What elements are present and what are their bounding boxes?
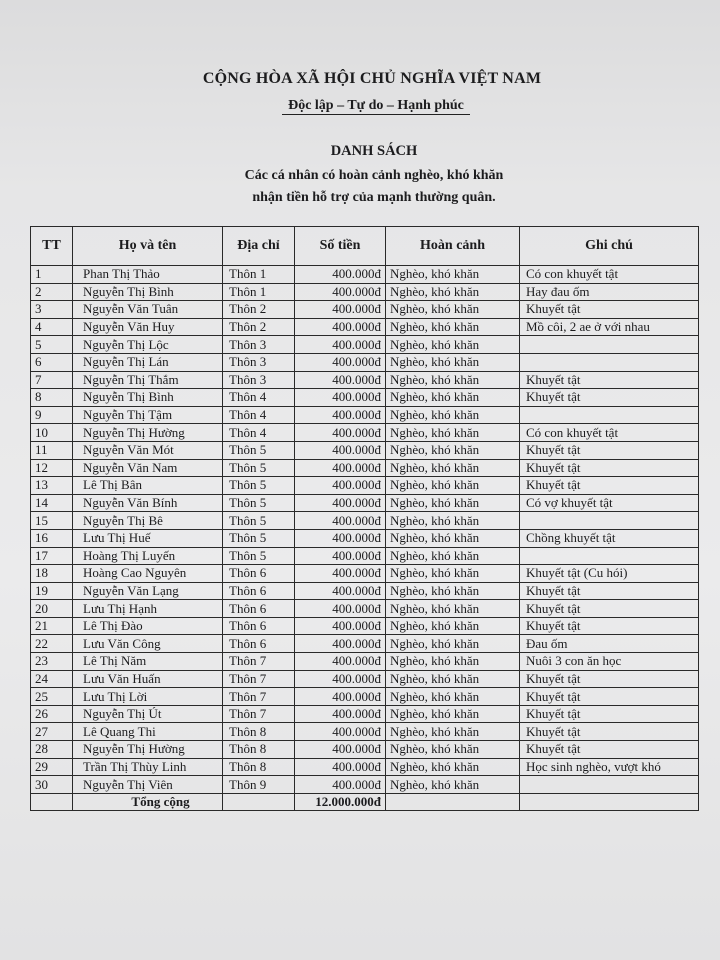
row-address: Thôn 3 [223, 371, 295, 389]
table-row [31, 758, 699, 776]
row-name: Lưu Văn Công [73, 635, 223, 653]
row-address: Thôn 6 [223, 617, 295, 635]
row-address: Thôn 2 [223, 318, 295, 336]
row-note: Khuyết tật [520, 301, 699, 319]
row-condition: Nghèo, khó khăn [386, 389, 520, 407]
row-name: Nguyễn Thị Út [73, 705, 223, 723]
row-condition: Nghèo, khó khăn [386, 441, 520, 459]
row-amount: 400.000đ [295, 318, 386, 336]
row-number: 23 [31, 653, 73, 671]
total-empty-cell [386, 793, 520, 810]
document-title: DANH SÁCH [330, 143, 418, 159]
row-number: 29 [31, 758, 73, 776]
row-note: Mồ côi, 2 ae ở với nhau [520, 318, 699, 336]
table-row [31, 477, 699, 495]
row-name: Nguyễn Thị Lộc [73, 336, 223, 354]
row-note: Khuyết tật [520, 371, 699, 389]
column-header-amount: Số tiền [295, 227, 386, 266]
row-number: 24 [31, 670, 73, 688]
row-name: Nguyễn Thị Tậm [73, 406, 223, 424]
table-row [31, 266, 699, 284]
row-amount: 400.000đ [295, 565, 386, 583]
table-row [31, 582, 699, 600]
column-header-condition: Hoàn cảnh [386, 227, 520, 266]
column-header-tt: TT [31, 227, 73, 266]
row-address: Thôn 8 [223, 723, 295, 741]
row-address: Thôn 8 [223, 741, 295, 759]
row-name: Nguyễn Văn Bính [73, 494, 223, 512]
table-row [31, 459, 699, 477]
table-row [31, 565, 699, 583]
row-number: 16 [31, 529, 73, 547]
row-address: Thôn 7 [223, 653, 295, 671]
row-note [520, 406, 699, 424]
row-amount: 400.000đ [295, 741, 386, 759]
row-amount: 400.000đ [295, 776, 386, 794]
row-amount: 400.000đ [295, 600, 386, 618]
row-name: Nguyễn Thị Thắm [73, 371, 223, 389]
row-amount: 400.000đ [295, 424, 386, 442]
row-name: Hoàng Thị Luyến [73, 547, 223, 565]
row-condition: Nghèo, khó khăn [386, 547, 520, 565]
row-address: Thôn 4 [223, 389, 295, 407]
row-address: Thôn 3 [223, 336, 295, 354]
table-row [31, 389, 699, 407]
row-address: Thôn 6 [223, 582, 295, 600]
row-address: Thôn 4 [223, 424, 295, 442]
row-number: 8 [31, 389, 73, 407]
table-row [31, 283, 699, 301]
row-number: 10 [31, 424, 73, 442]
table-row [31, 635, 699, 653]
row-note: Khuyết tật [520, 441, 699, 459]
row-name: Nguyễn Thị Bình [73, 389, 223, 407]
table-row [31, 336, 699, 354]
row-address: Thôn 5 [223, 494, 295, 512]
row-name: Nguyễn Thị Lán [73, 353, 223, 371]
row-amount: 400.000đ [295, 582, 386, 600]
row-condition: Nghèo, khó khăn [386, 477, 520, 495]
row-amount: 400.000đ [295, 494, 386, 512]
row-amount: 400.000đ [295, 512, 386, 530]
row-condition: Nghèo, khó khăn [386, 670, 520, 688]
row-address: Thôn 5 [223, 441, 295, 459]
row-name: Nguyễn Văn Mót [73, 441, 223, 459]
table-row [31, 723, 699, 741]
row-number: 26 [31, 705, 73, 723]
row-amount: 400.000đ [295, 617, 386, 635]
row-amount: 400.000đ [295, 723, 386, 741]
table-row [31, 670, 699, 688]
table-row [31, 705, 699, 723]
row-name: Nguyễn Văn Lạng [73, 582, 223, 600]
row-number: 2 [31, 283, 73, 301]
row-condition: Nghèo, khó khăn [386, 758, 520, 776]
row-name: Lê Quang Thi [73, 723, 223, 741]
table-row [31, 301, 699, 319]
row-amount: 400.000đ [295, 670, 386, 688]
row-number: 19 [31, 582, 73, 600]
table-row [31, 512, 699, 530]
row-note: Khuyết tật [520, 723, 699, 741]
row-note: Khuyết tật [520, 705, 699, 723]
row-number: 6 [31, 353, 73, 371]
row-condition: Nghèo, khó khăn [386, 723, 520, 741]
row-number: 9 [31, 406, 73, 424]
row-name: Lưu Văn Huấn [73, 670, 223, 688]
table-row [31, 371, 699, 389]
row-note: Khuyết tật [520, 670, 699, 688]
row-name: Trần Thị Thùy Linh [73, 758, 223, 776]
table-row [31, 547, 699, 565]
beneficiary-table [30, 226, 699, 811]
row-amount: 400.000đ [295, 459, 386, 477]
row-condition: Nghèo, khó khăn [386, 353, 520, 371]
row-condition: Nghèo, khó khăn [386, 494, 520, 512]
total-row [31, 793, 699, 810]
row-condition: Nghèo, khó khăn [386, 653, 520, 671]
row-name: Lưu Thị Hạnh [73, 600, 223, 618]
table-row [31, 406, 699, 424]
row-amount: 400.000đ [295, 283, 386, 301]
row-address: Thôn 5 [223, 477, 295, 495]
row-amount: 400.000đ [295, 529, 386, 547]
row-condition: Nghèo, khó khăn [386, 565, 520, 583]
row-number: 28 [31, 741, 73, 759]
row-number: 13 [31, 477, 73, 495]
row-condition: Nghèo, khó khăn [386, 529, 520, 547]
row-note: Chồng khuyết tật [520, 529, 699, 547]
row-amount: 400.000đ [295, 371, 386, 389]
row-condition: Nghèo, khó khăn [386, 600, 520, 618]
row-note [520, 547, 699, 565]
row-address: Thôn 7 [223, 670, 295, 688]
row-amount: 400.000đ [295, 635, 386, 653]
table-row [31, 617, 699, 635]
row-address: Thôn 6 [223, 635, 295, 653]
table-row [31, 441, 699, 459]
row-address: Thôn 5 [223, 512, 295, 530]
row-address: Thôn 3 [223, 353, 295, 371]
row-amount: 400.000đ [295, 547, 386, 565]
row-note: Có vợ khuyết tật [520, 494, 699, 512]
table-row [31, 318, 699, 336]
row-name: Lê Thị Bân [73, 477, 223, 495]
row-number: 25 [31, 688, 73, 706]
row-amount: 400.000đ [295, 353, 386, 371]
row-condition: Nghèo, khó khăn [386, 688, 520, 706]
row-amount: 400.000đ [295, 336, 386, 354]
row-condition: Nghèo, khó khăn [386, 776, 520, 794]
total-empty-cell [31, 793, 73, 810]
row-number: 7 [31, 371, 73, 389]
row-name: Phan Thị Thảo [73, 266, 223, 284]
motto-text: Độc lập – Tự do – Hạnh phúc [282, 98, 470, 115]
row-note: Có con khuyết tật [520, 266, 699, 284]
row-number: 3 [31, 301, 73, 319]
table-row [31, 741, 699, 759]
row-name: Lưu Thị Huế [73, 529, 223, 547]
row-note: Khuyết tật [520, 459, 699, 477]
row-name: Nguyễn Văn Tuân [73, 301, 223, 319]
row-condition: Nghèo, khó khăn [386, 371, 520, 389]
subtitle-line-1: Các cá nhân có hoàn cảnh nghèo, khó khăn [244, 168, 504, 183]
row-amount: 400.000đ [295, 758, 386, 776]
row-number: 5 [31, 336, 73, 354]
row-note [520, 776, 699, 794]
row-number: 27 [31, 723, 73, 741]
total-label: Tổng cộng [73, 793, 223, 810]
motto [16, 98, 720, 114]
row-amount: 400.000đ [295, 301, 386, 319]
row-condition: Nghèo, khó khăn [386, 301, 520, 319]
row-address: Thôn 7 [223, 688, 295, 706]
row-note: Khuyết tật [520, 600, 699, 618]
republic-heading: CỘNG HÒA XÃ HỘI CHỦ NGHĨA VIỆT NAM [202, 70, 542, 87]
row-condition: Nghèo, khó khăn [386, 266, 520, 284]
row-name: Nguyễn Thị Viên [73, 776, 223, 794]
row-note [520, 512, 699, 530]
column-header-address: Địa chỉ [223, 227, 295, 266]
table-row [31, 653, 699, 671]
row-condition: Nghèo, khó khăn [386, 283, 520, 301]
row-number: 21 [31, 617, 73, 635]
row-amount: 400.000đ [295, 653, 386, 671]
row-condition: Nghèo, khó khăn [386, 336, 520, 354]
row-note: Khuyết tật [520, 582, 699, 600]
row-number: 17 [31, 547, 73, 565]
row-amount: 400.000đ [295, 477, 386, 495]
row-number: 4 [31, 318, 73, 336]
table-row [31, 529, 699, 547]
row-address: Thôn 8 [223, 758, 295, 776]
row-address: Thôn 1 [223, 283, 295, 301]
row-name: Lê Thị Đào [73, 617, 223, 635]
row-note: Khuyết tật [520, 741, 699, 759]
row-name: Lưu Thị Lời [73, 688, 223, 706]
table-row [31, 600, 699, 618]
row-address: Thôn 6 [223, 600, 295, 618]
row-address: Thôn 2 [223, 301, 295, 319]
row-number: 30 [31, 776, 73, 794]
total-amount: 12.000.000đ [295, 793, 386, 810]
row-note: Khuyết tật [520, 617, 699, 635]
row-address: Thôn 1 [223, 266, 295, 284]
table-row [31, 494, 699, 512]
row-condition: Nghèo, khó khăn [386, 318, 520, 336]
row-address: Thôn 5 [223, 459, 295, 477]
row-note: Khuyết tật [520, 389, 699, 407]
row-condition: Nghèo, khó khăn [386, 635, 520, 653]
row-condition: Nghèo, khó khăn [386, 582, 520, 600]
row-note: Khuyết tật [520, 688, 699, 706]
row-amount: 400.000đ [295, 688, 386, 706]
total-empty-cell [223, 793, 295, 810]
row-number: 12 [31, 459, 73, 477]
row-name: Nguyễn Thị Bê [73, 512, 223, 530]
row-number: 15 [31, 512, 73, 530]
row-note: Khuyết tật (Cu hói) [520, 565, 699, 583]
row-note: Khuyết tật [520, 477, 699, 495]
row-address: Thôn 7 [223, 705, 295, 723]
row-condition: Nghèo, khó khăn [386, 406, 520, 424]
row-number: 22 [31, 635, 73, 653]
row-note: Nuôi 3 con ăn học [520, 653, 699, 671]
row-number: 14 [31, 494, 73, 512]
row-condition: Nghèo, khó khăn [386, 741, 520, 759]
table-row [31, 688, 699, 706]
row-name: Nguyễn Văn Nam [73, 459, 223, 477]
row-note [520, 353, 699, 371]
row-amount: 400.000đ [295, 266, 386, 284]
row-amount: 400.000đ [295, 705, 386, 723]
row-name: Lê Thị Năm [73, 653, 223, 671]
row-number: 18 [31, 565, 73, 583]
row-condition: Nghèo, khó khăn [386, 424, 520, 442]
row-note [520, 336, 699, 354]
table-header-row [31, 227, 699, 266]
subtitle-line-2: nhận tiền hỗ trợ của mạnh thường quân. [252, 190, 496, 205]
row-number: 1 [31, 266, 73, 284]
row-note: Học sinh nghèo, vượt khó [520, 758, 699, 776]
row-address: Thôn 6 [223, 565, 295, 583]
row-address: Thôn 5 [223, 529, 295, 547]
row-amount: 400.000đ [295, 406, 386, 424]
row-condition: Nghèo, khó khăn [386, 512, 520, 530]
table-row [31, 776, 699, 794]
column-header-note: Ghi chú [520, 227, 699, 266]
table-row [31, 353, 699, 371]
row-name: Hoàng Cao Nguyên [73, 565, 223, 583]
column-header-name: Họ và tên [73, 227, 223, 266]
row-address: Thôn 9 [223, 776, 295, 794]
row-condition: Nghèo, khó khăn [386, 617, 520, 635]
row-condition: Nghèo, khó khăn [386, 459, 520, 477]
row-note: Hay đau ốm [520, 283, 699, 301]
total-empty-cell [520, 793, 699, 810]
row-note: Có con khuyết tật [520, 424, 699, 442]
row-address: Thôn 4 [223, 406, 295, 424]
row-note: Đau ốm [520, 635, 699, 653]
row-condition: Nghèo, khó khăn [386, 705, 520, 723]
row-address: Thôn 5 [223, 547, 295, 565]
table-row [31, 424, 699, 442]
row-amount: 400.000đ [295, 389, 386, 407]
row-name: Nguyễn Thị Hường [73, 424, 223, 442]
row-name: Nguyễn Thị Bình [73, 283, 223, 301]
row-number: 20 [31, 600, 73, 618]
row-name: Nguyễn Văn Huy [73, 318, 223, 336]
row-amount: 400.000đ [295, 441, 386, 459]
row-number: 11 [31, 441, 73, 459]
row-name: Nguyễn Thị Hường [73, 741, 223, 759]
